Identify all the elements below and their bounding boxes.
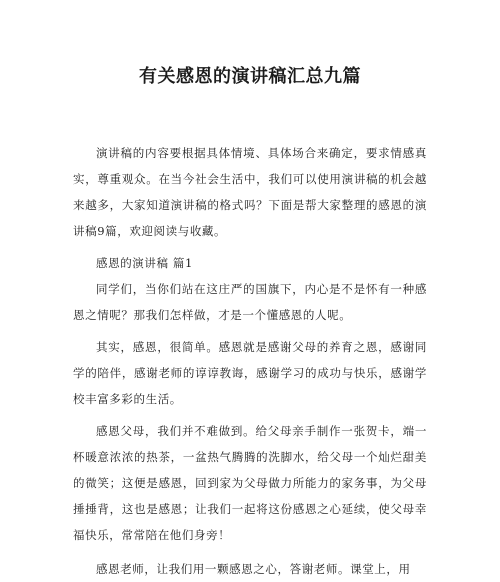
- body-paragraph: 同学们，当你们站在这庄严的国旗下，内心是不是怀有一种感恩之情呢？那我们怎样做，才是一个懂感恩的人呢。: [73, 282, 427, 322]
- document-body: [73, 140, 427, 582]
- body-paragraph: 感恩老师，让我们用一颗感恩之心，答谢老师。课堂上，用: [96, 562, 411, 576]
- intro-paragraph: 演讲稿的内容要根据具体情境、具体场合来确定，要求情感真实，尊重观众。在当今社会生活中，我们可以使用演讲稿的机会越来越多，大家知道演讲稿的格式吗？下面是帮大家整理的感恩的演讲稿9篇，欢迎阅读与收藏。: [73, 146, 427, 238]
- body-paragraph: 其实，感恩，很简单。感恩就是感谢父母的养育之恩，感谢同学的陪伴，感谢老师的谆谆教诲，感谢学习的成功与快乐，感谢学校丰富多彩的生活。: [73, 340, 427, 406]
- document-title: 有关感恩的演讲稿汇总九篇: [139, 66, 361, 87]
- body-paragraph: 感恩父母，我们并不难做到。给父母亲手制作一张贺卡，端一杯暖意浓浓的热茶，一盆热气腾腾的洗脚水，给父母一个灿烂甜美的微笑；这便是感恩，回到家为父母做力所能力的家务事，为父母捶捶背，这也是感恩；让我们一起将这份感恩之心延续，使父母幸福快乐，常常陪在他们身旁！: [73, 424, 427, 542]
- section-heading: 感恩的演讲稿 篇1: [96, 256, 193, 270]
- spacer: [73, 548, 427, 556]
